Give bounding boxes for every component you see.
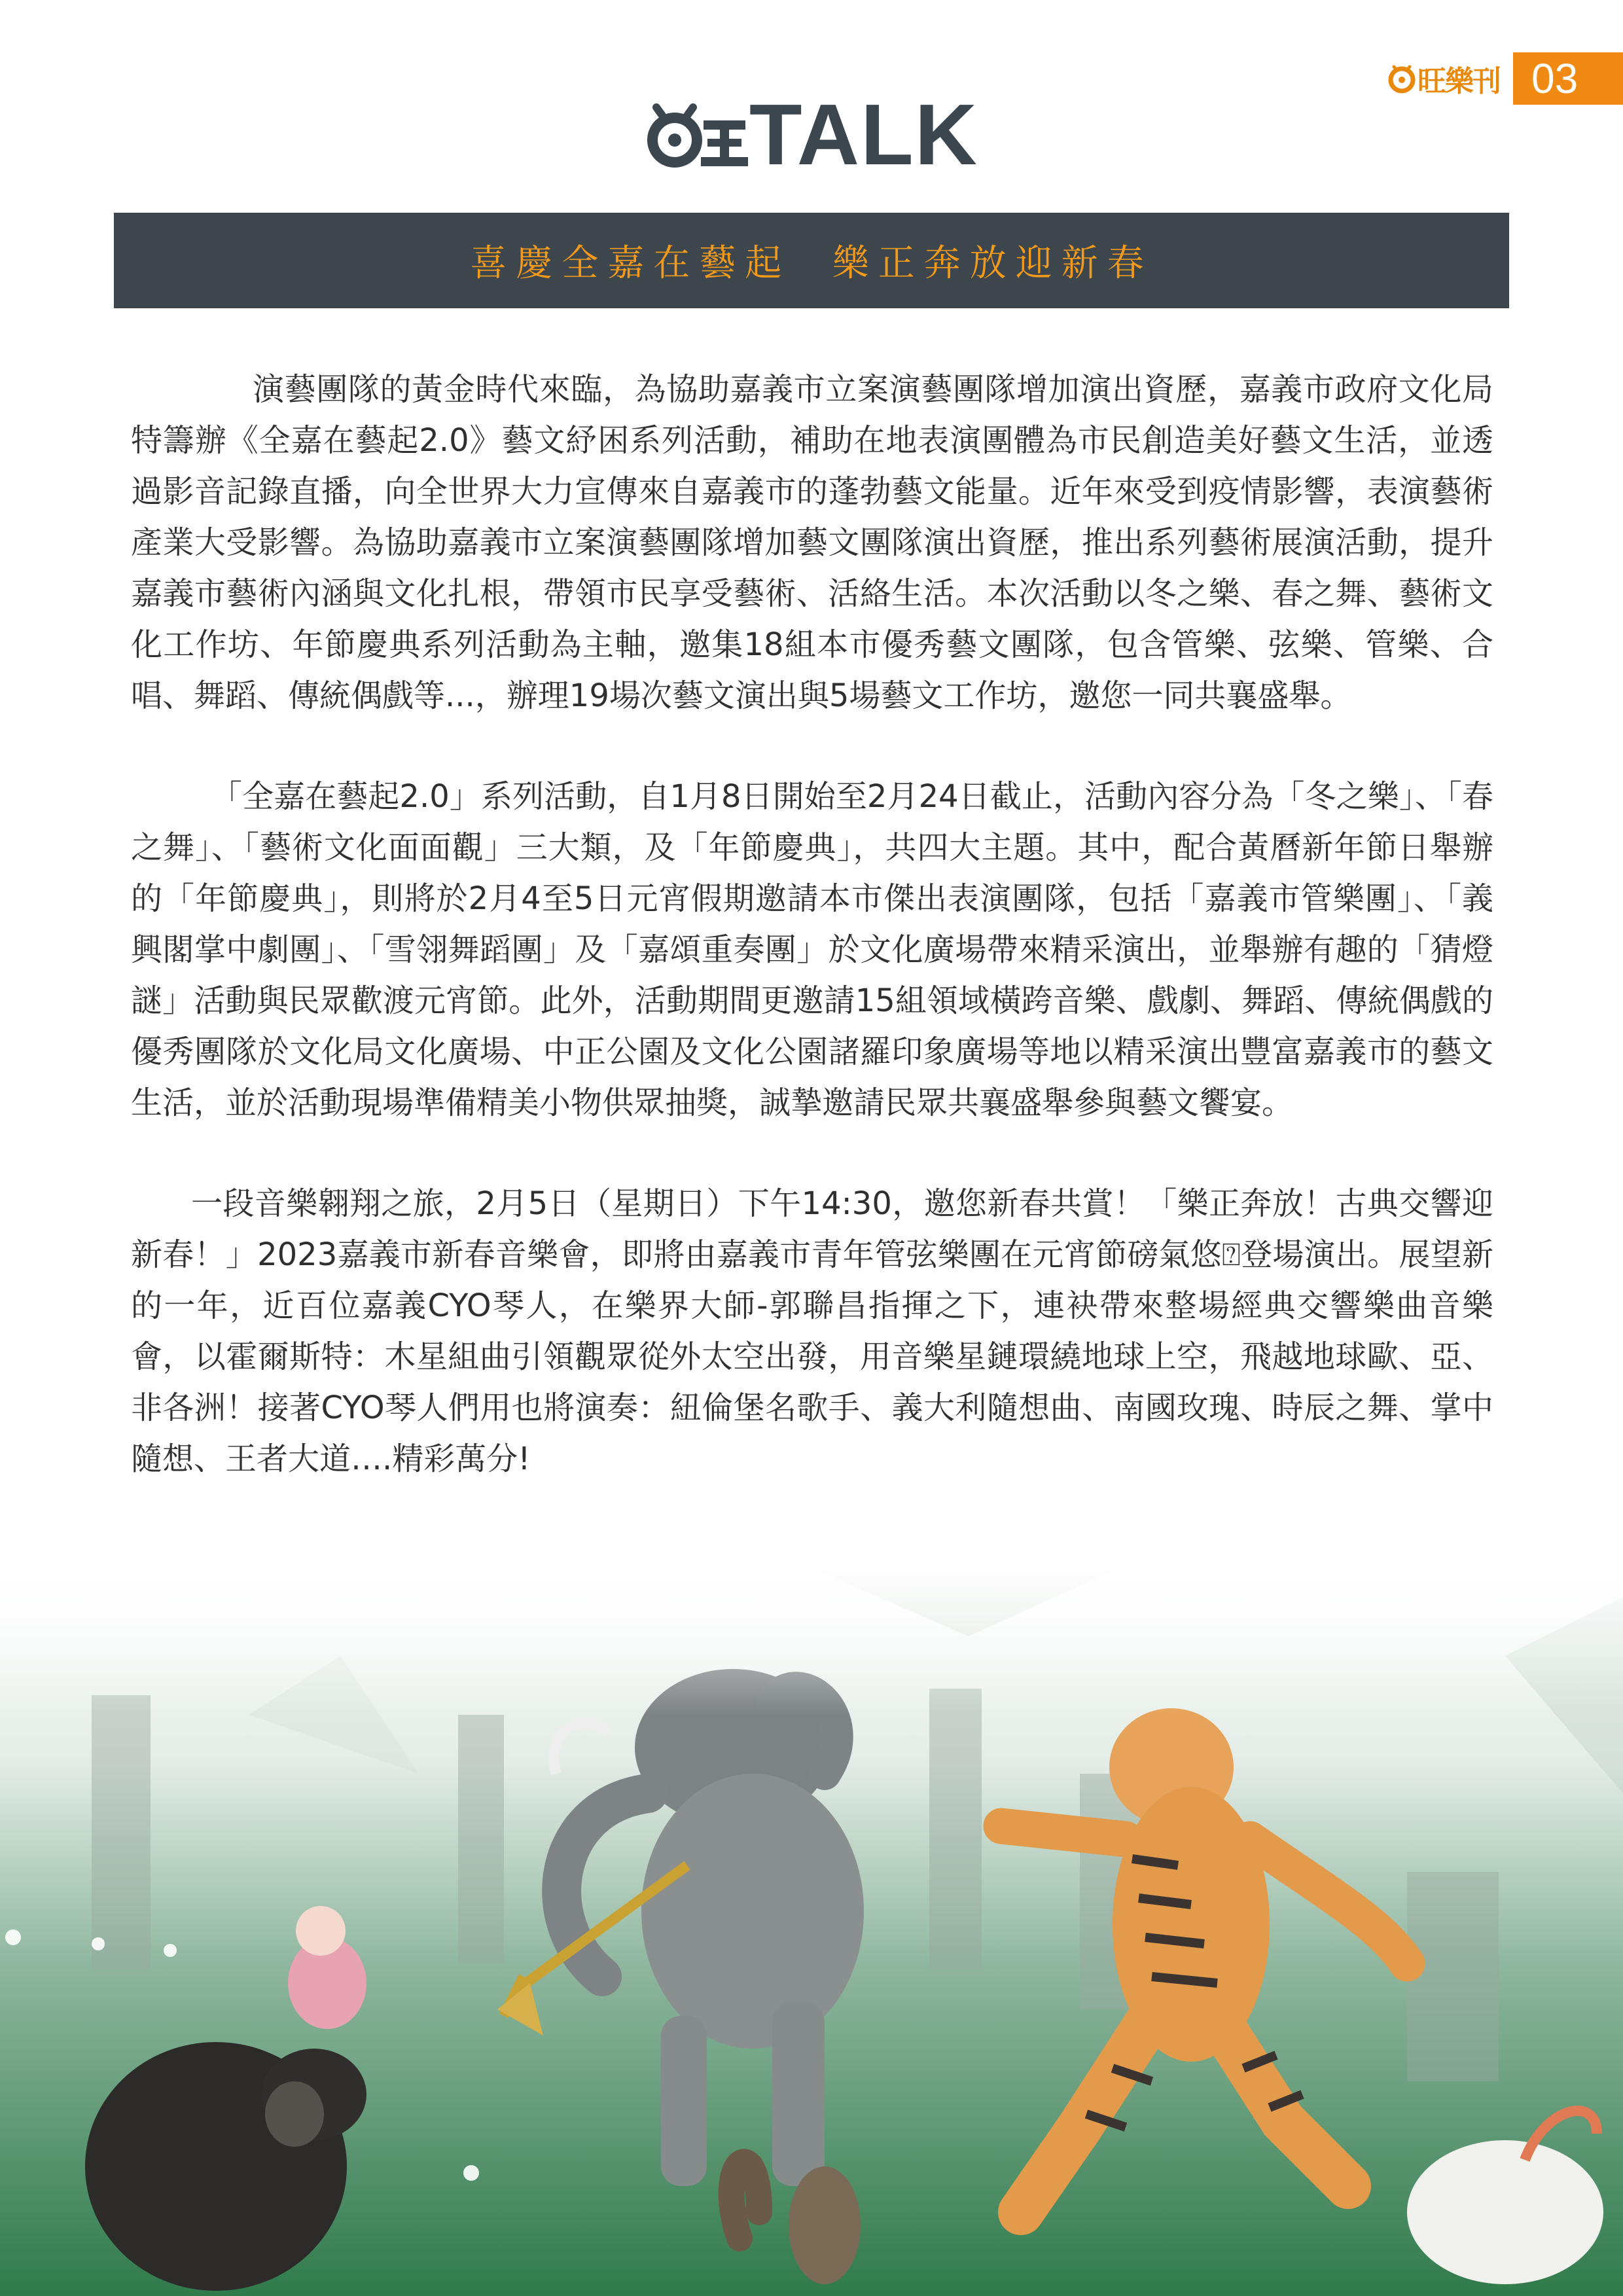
article-paragraph: 一段音樂翱翔之旅，2月5日（星期日）下午14:30，邀您新春共賞！「樂正奔放！古典交響迎新春！」2023嘉義市新春音樂會，即將由嘉義市青年管弦樂團在元宵節磅氣悠⍰登場演出。展望新的一年，近百位嘉義CYO琴人，在樂界大師-郭聯昌指揮之下，連袂帶來整場經典交響樂曲音樂會，以霍爾斯特：木星組曲引領觀眾從外太空出發，用音樂星鏈環繞地球上空，飛越地球歐、亞、非各洲！接著CYO琴人們用也將演奏：紐倫堡名歌手、義大利隨想曲、南國玫瑰、時辰之舞、掌中隨想、王者大道….精彩萬分! [131, 1185, 1493, 1477]
article-body [131, 364, 1493, 1534]
page-number: 03 [1513, 52, 1623, 105]
article-paragraph: 「全嘉在藝起2.0」系列活動，自1月8日開始至2月24日截止，活動內容分為「冬之樂」、「春之舞」、「藝術文化面面觀」三大類，及「年節慶典」，共四大主題。其中，配合黃曆新年節日舉辦的「年節慶典」，則將於2月4至5日元宵假期邀請本市傑出表演團隊，包括「嘉義市管樂團」、「義興閣掌中劇團」、「雪翎舞蹈團」及「嘉頌重奏團」於文化廣場帶來精采演出，並舉辦有趣的「猜燈謎」活動與民眾歡渡元宵節。此外，活動期間更邀請15組領域橫跨音樂、戲劇、舞蹈、傳統偶戲的優秀團隊於文化局文化廣場、中正公園及文化公園諸羅印象廣場等地以精采演出豐富嘉義市的藝文生活，並於活動現場準備精美小物供眾抽獎，誠摯邀請民眾共襄盛舉參與藝文饗宴。 [131, 778, 1493, 1121]
article-paragraph: 演藝團隊的黃金時代來臨，為協助嘉義市立案演藝團隊增加演出資歷，嘉義市政府文化局特籌辦《全嘉在藝起2.0》藝文紓困系列活動，補助在地表演團體為市民創造美好藝文生活，並透過影音記錄直播，向全世界大力宣傳來自嘉義市的蓬勃藝文能量。近年來受到疫情影響，表演藝術產業大受影響。為協助嘉義市立案演藝團隊增加藝文團隊演出資歷，推出系列藝術展演活動，提升嘉義市藝術內涵與文化扎根，帶領市民享受藝術、活絡生活。本次活動以冬之樂、春之舞、藝術文化工作坊、年節慶典系列活動為主軸，邀集18組本市優秀藝文團隊，包含管樂、弦樂、管樂、合唱、舞蹈、傳統偶戲等...，辦理19場次藝文演出與5場藝文工作坊，邀您一同共襄盛舉。 [131, 371, 1493, 714]
article-title-banner [114, 213, 1509, 308]
brand-name: 旺樂刊 [1418, 65, 1500, 98]
forest-animals-illustration [0, 1558, 1623, 2296]
masthead-title: TALK [749, 86, 979, 183]
masthead-logo [0, 85, 1623, 184]
wang-logo-mark-icon [645, 96, 749, 174]
article-title: 喜慶全嘉在藝起 樂正奔放迎新春 [470, 242, 1153, 285]
